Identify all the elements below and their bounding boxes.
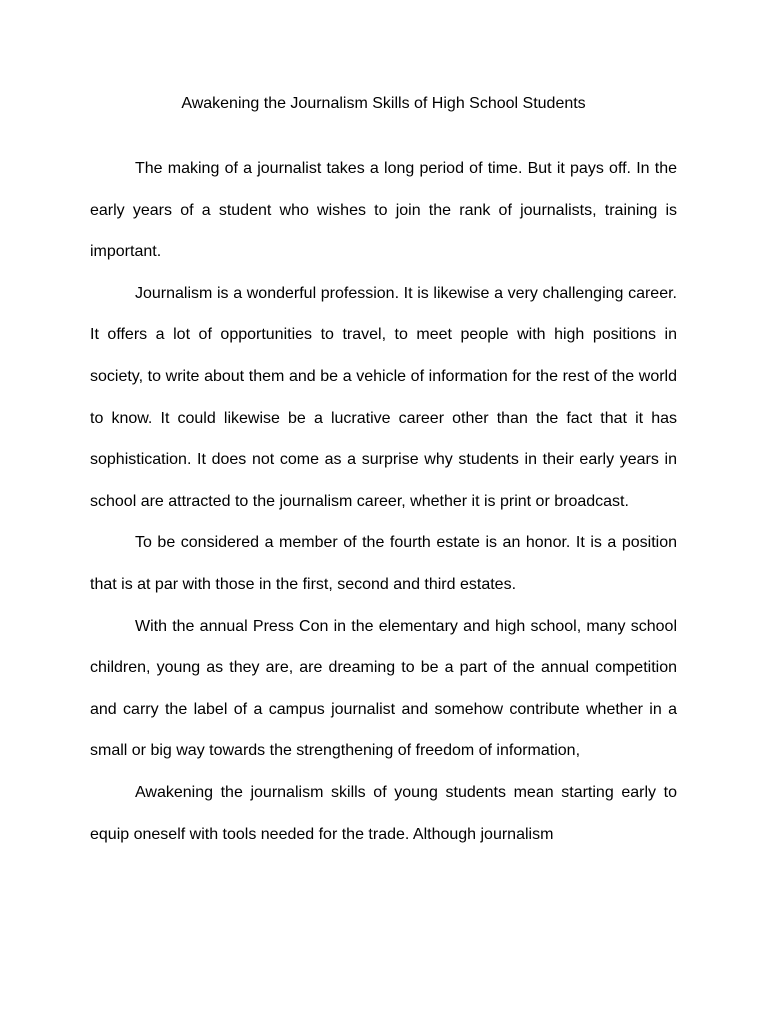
paragraph-5: Awakening the journalism skills of young students mean starting early to equip oneself with tools needed for the trade. Although journalism [90, 783, 677, 843]
paragraph-2: Journalism is a wonderful profession. It is likewise a very challenging career. It offers a lot of opportunities to travel, to meet people with high positions in society, to write about them and be a vehicle of information for the rest of the world to know. It could likewise be a lucrative career other than the fact that it has sophistication. It does not come as a surprise why students in their early years in school are attracted to the journalism career, whether it is print or broadcast. [90, 284, 677, 510]
document-page [90, 86, 677, 855]
paragraph-1: The making of a journalist takes a long period of time. But it pays off. In the early years of a student who wishes to join the rank of journalists, training is important. [90, 160, 677, 261]
paragraph-3: To be considered a member of the fourth estate is an honor. It is a position that is at par with those in the first, second and third estates. [90, 534, 677, 593]
paragraph-4: With the annual Press Con in the elementary and high school, many school children, young as they are, are dreaming to be a part of the annual competition and carry the label of a campus journalist and somehow contribute whether in a small or big way towards the strengthening of freedom of information, [90, 617, 677, 760]
document-title: Awakening the Journalism Skills of High School Students [181, 95, 586, 112]
